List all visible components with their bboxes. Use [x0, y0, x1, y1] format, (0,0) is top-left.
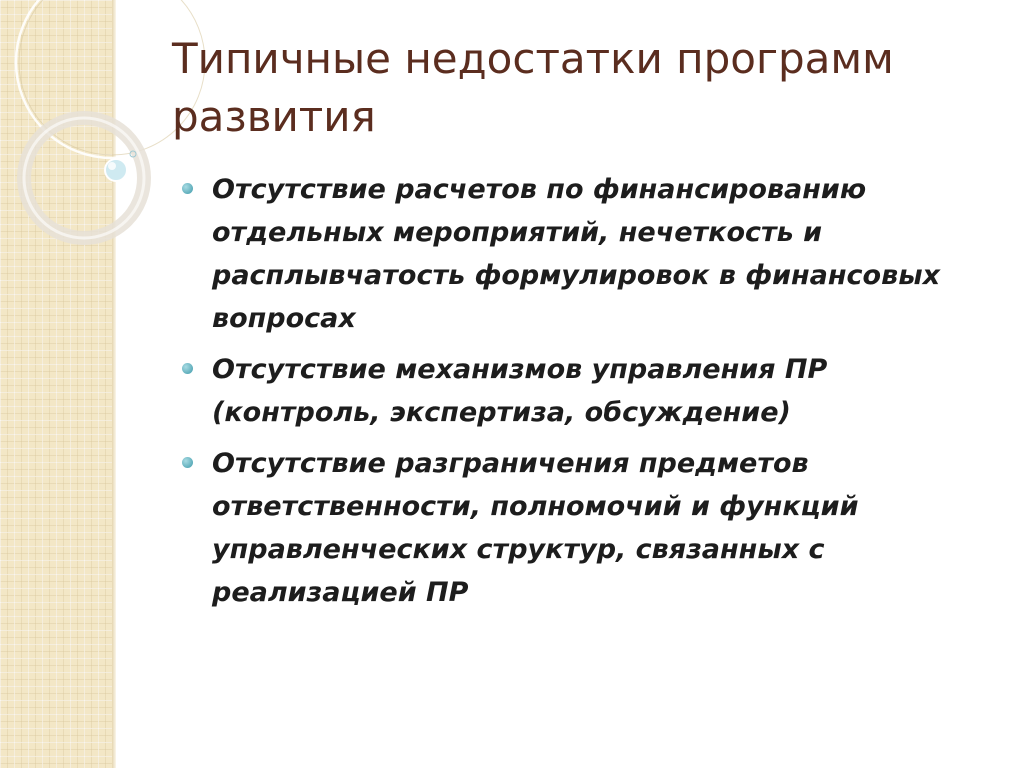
circle-bullet-icon — [182, 183, 193, 194]
circle-bullet-icon — [182, 363, 193, 374]
bullet-item — [182, 442, 972, 614]
slide-title: Типичные недостатки программ развития — [172, 34, 894, 141]
bullet-text: Отсутствие разграничения предметов ответственности, полномочий и функций управленческих структур, связанных с реализацией ПР — [212, 448, 859, 608]
bullet-list — [182, 168, 972, 622]
bullet-text: Отсутствие расчетов по финансированию отдельных мероприятий, нечеткость и расплывчатость формулировок в финансовых вопросах — [212, 174, 941, 334]
bullet-text: Отсутствие механизмов управления ПР (контроль, экспертиза, обсуждение) — [212, 354, 828, 428]
ring-decoration-icon — [0, 0, 160, 260]
bullet-item — [182, 168, 972, 340]
bullet-item — [182, 348, 972, 434]
circle-bullet-icon — [182, 457, 193, 468]
